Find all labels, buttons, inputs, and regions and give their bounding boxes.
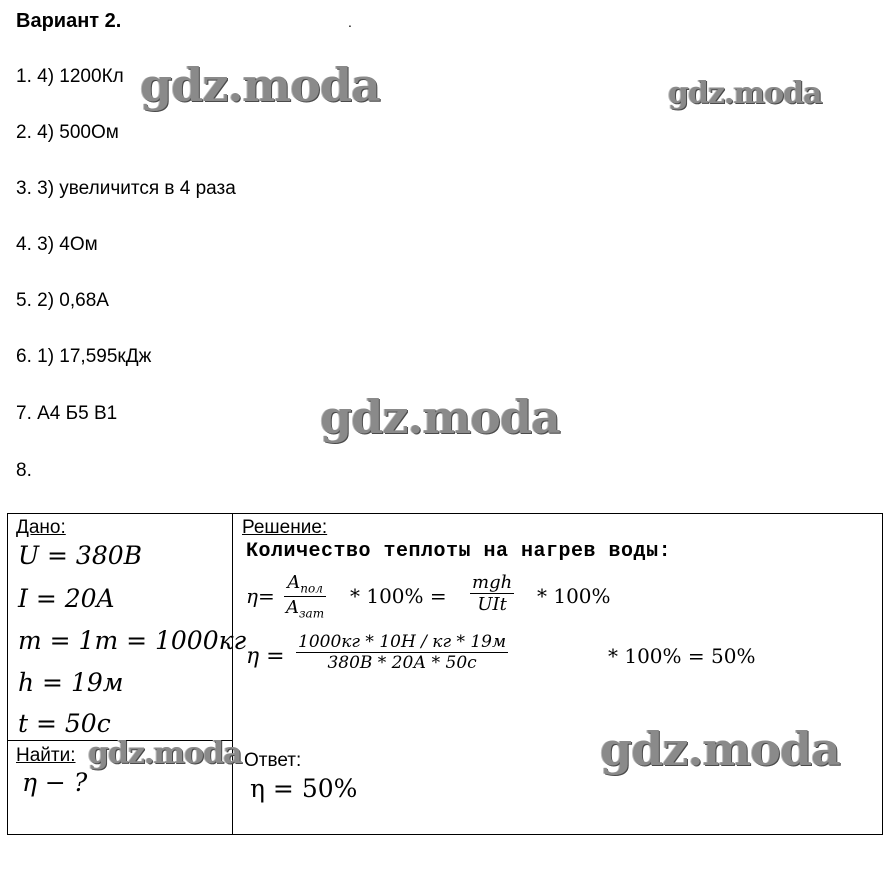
answer-value: η = 50% (250, 774, 358, 803)
answer-4: 4. 3) 4Ом (16, 234, 98, 255)
solution-label: Решение: (242, 517, 328, 538)
given-item: m = 1m = 1000кг (18, 626, 247, 655)
watermark: gdz.moda (668, 76, 822, 111)
answer-1: 1. 4) 1200Кл (16, 66, 124, 87)
formula-1-lhs: η= (246, 584, 275, 608)
watermark: gdz.moda (140, 58, 380, 112)
answer-2: 2. 4) 500Ом (16, 122, 119, 143)
stray-dot: . (348, 14, 352, 30)
given-item: I = 20A (18, 584, 115, 613)
answer-8: 8. (16, 460, 32, 481)
formula-2-lhs: η = (246, 644, 285, 669)
given-label: Дано: (16, 517, 66, 538)
formula-1-fraction-a (284, 572, 326, 620)
numerator: 1000кг * 10Н / кг * 19м (298, 632, 507, 652)
given-item: t = 50c (18, 709, 111, 738)
table-divider-vertical (232, 513, 233, 835)
given-item: U = 380B (18, 541, 142, 570)
answer-5: 5. 2) 0,68А (16, 290, 109, 311)
formula-2-fraction (296, 632, 508, 673)
page-title: Вариант 2. (16, 10, 122, 32)
watermark: gdz.moda (600, 722, 840, 776)
watermark: gdz.moda (88, 736, 242, 771)
denominator: UIt (477, 594, 507, 615)
numerator: mgh (472, 572, 513, 593)
formula-1-tail: * 100% (537, 584, 611, 608)
find-label: Найти: (16, 745, 76, 766)
numerator: A (287, 572, 301, 593)
answer-label: Ответ: (244, 750, 302, 771)
given-item: h = 19м (18, 668, 124, 697)
answer-3: 3. 3) увеличится в 4 раза (16, 178, 236, 199)
formula-1-fraction-b (470, 572, 514, 615)
answer-6: 6. 1) 17,595кДж (16, 346, 152, 367)
denominator: A (286, 596, 299, 618)
answer-7: 7. А4 Б5 В1 (16, 403, 118, 424)
subscript: пол (300, 581, 323, 596)
subscript: зат (299, 606, 325, 621)
solution-text: Количество теплоты на нагрев воды: (246, 540, 672, 563)
formula-1-mid: * 100% = (350, 584, 447, 608)
formula-2-tail: * 100% = 50% (608, 644, 756, 668)
denominator: 380В * 20А * 50с (327, 653, 477, 673)
watermark: gdz.moda (320, 390, 560, 444)
find-value: η − ? (22, 768, 88, 797)
